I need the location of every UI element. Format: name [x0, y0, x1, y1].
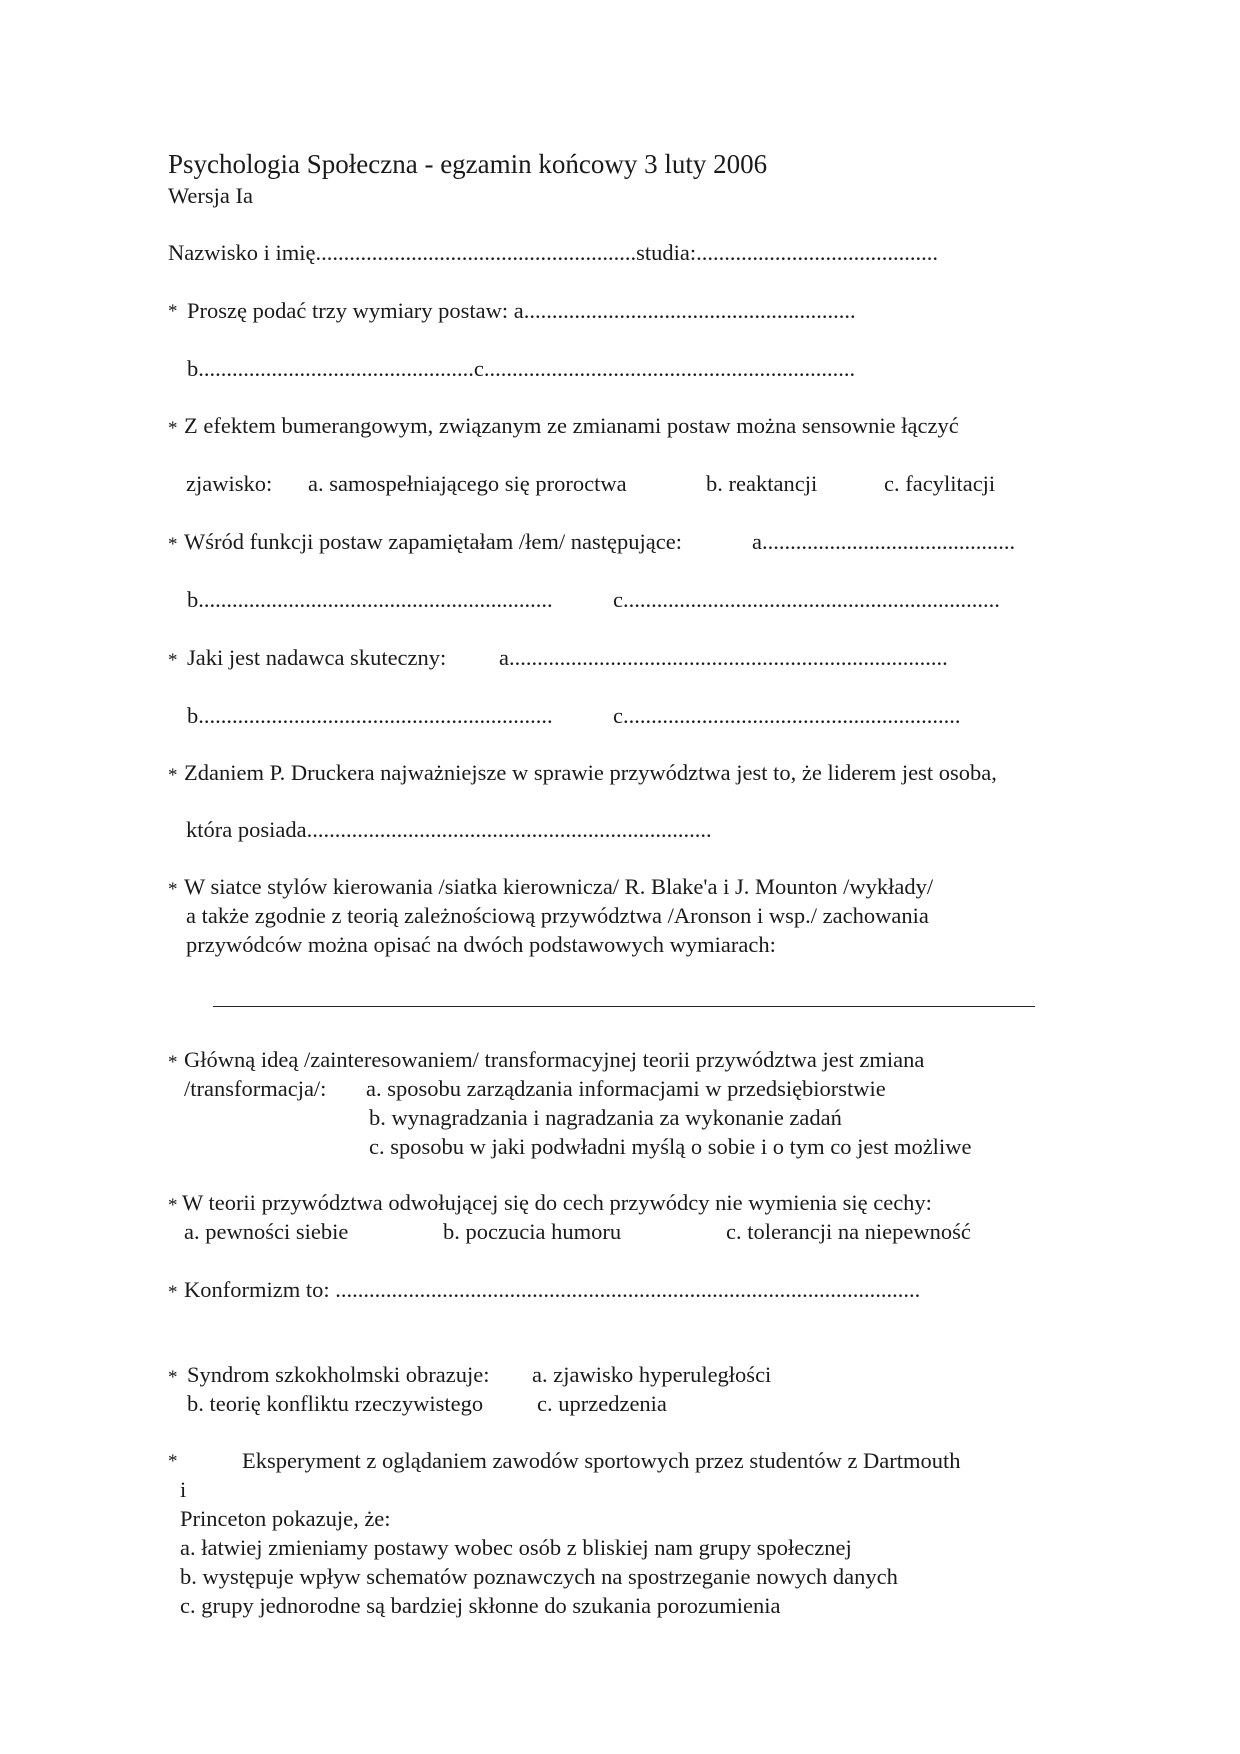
bullet-star: * — [168, 418, 178, 439]
q7-prefix: /transformacja/: — [184, 1076, 327, 1101]
q2-option-a[interactable]: a. samospełniającego się proroctwa — [308, 471, 627, 496]
q9-text[interactable]: Konformizm to: ........................................................................................................ — [184, 1277, 921, 1302]
q6-text-line1: W siatce stylów kierowania /siatka kierownicza/ R. Blake'a i J. Mounton /wykłady/ — [184, 874, 934, 899]
q4-answer-c[interactable]: c............................................................ — [613, 703, 961, 728]
q5-text: Zdaniem P. Druckera najważniejsze w sprawie przywództwa jest to, że liderem jest osoba, — [184, 760, 997, 785]
q7-option-c[interactable]: c. sposobu w jaki podwładni myślą o sobie i o tym co jest możliwe — [369, 1134, 972, 1159]
q4-answer-a[interactable]: a.............................................................................. — [499, 645, 948, 670]
q6-answer-rule[interactable] — [213, 1006, 1035, 1007]
bullet-star: * — [168, 301, 178, 322]
q2-prefix: zjawisko: — [186, 471, 273, 496]
bullet-star: * — [168, 1451, 178, 1472]
q8-option-c[interactable]: c. tolerancji na niepewność — [726, 1219, 971, 1244]
q4-answer-b[interactable]: b............................................................... — [187, 703, 553, 728]
q6-text-line3: przywódców można opisać na dwóch podstawowych wymiarach: — [186, 932, 776, 957]
q3-answer-c[interactable]: c................................................................... — [613, 587, 1000, 612]
q8-option-a[interactable]: a. pewności siebie — [184, 1219, 349, 1244]
q3-answer-a[interactable]: a............................................. — [752, 529, 1016, 554]
q10-option-c[interactable]: c. uprzedzenia — [537, 1391, 667, 1416]
q11-option-c[interactable]: c. grupy jednorodne są bardziej skłonne do szukania porozumienia — [180, 1593, 781, 1618]
q11-option-a[interactable]: a. łatwiej zmieniamy postawy wobec osób z bliskiej nam grupy społecznej — [180, 1535, 852, 1560]
q1-answer-line[interactable]: b.................................................c.................................................................. — [187, 356, 856, 381]
q7-option-a[interactable]: a. sposobu zarządzania informacjami w przedsiębiorstwie — [366, 1076, 886, 1101]
q10-option-b[interactable]: b. teorię konfliktu rzeczywistego — [187, 1391, 484, 1416]
exam-version: Wersja Ia — [168, 183, 254, 208]
bullet-star: * — [168, 1282, 178, 1303]
bullet-star: * — [168, 650, 178, 671]
name-field-line[interactable]: Nazwisko i imię.........................................................studia:........................................... — [168, 240, 938, 265]
q5-answer-line[interactable]: która posiada........................................................................ — [186, 817, 712, 842]
q11-text-line2: Princeton pokazuje, że: — [180, 1506, 391, 1531]
bullet-star: * — [168, 1195, 178, 1216]
q6-text-line2: a także zgodnie z teorią zależnościową przywództwa /Aronson i wsp./ zachowania — [186, 903, 929, 928]
q10-option-a[interactable]: a. zjawisko hyperuległości — [532, 1362, 772, 1387]
q11-text-line1: Eksperyment z oglądaniem zawodów sportowych przez studentów z Dartmouth — [242, 1448, 961, 1473]
q8-option-b[interactable]: b. poczucia humoru — [443, 1219, 622, 1244]
q1-text[interactable]: Proszę podać trzy wymiary postaw: a........................................................... — [187, 298, 856, 323]
bullet-star: * — [168, 765, 178, 786]
q11-text-line1b: i — [180, 1477, 187, 1502]
q7-option-b[interactable]: b. wynagradzania i nagradzania za wykonanie zadań — [369, 1105, 842, 1130]
q8-text: W teorii przywództwa odwołującej się do cech przywódcy nie wymienia się cechy: — [182, 1190, 932, 1215]
bullet-star: * — [168, 534, 178, 555]
q3-answer-b[interactable]: b............................................................... — [187, 587, 553, 612]
q2-option-b[interactable]: b. reaktancji — [706, 471, 818, 496]
exam-title: Psychologia Społeczna - egzamin końcowy 3 luty 2006 — [168, 149, 768, 179]
q10-text: Syndrom szkokholmski obrazuje: — [187, 1362, 490, 1387]
bullet-star: * — [168, 1052, 178, 1073]
q3-text: Wśród funkcji postaw zapamiętałam /łem/ następujące: — [184, 529, 682, 554]
q4-text: Jaki jest nadawca skuteczny: — [187, 645, 447, 670]
q7-text: Główną ideą /zainteresowaniem/ transformacyjnej teorii przywództwa jest zmiana — [184, 1047, 925, 1072]
bullet-star: * — [168, 879, 178, 900]
bullet-star: * — [168, 1367, 178, 1388]
q11-option-b[interactable]: b. występuje wpływ schematów poznawczych na spostrzeganie nowych danych — [180, 1564, 898, 1589]
q2-text: Z efektem bumerangowym, związanym ze zmianami postaw można sensownie łączyć — [184, 413, 959, 438]
q2-option-c[interactable]: c. facylitacji — [884, 471, 996, 496]
